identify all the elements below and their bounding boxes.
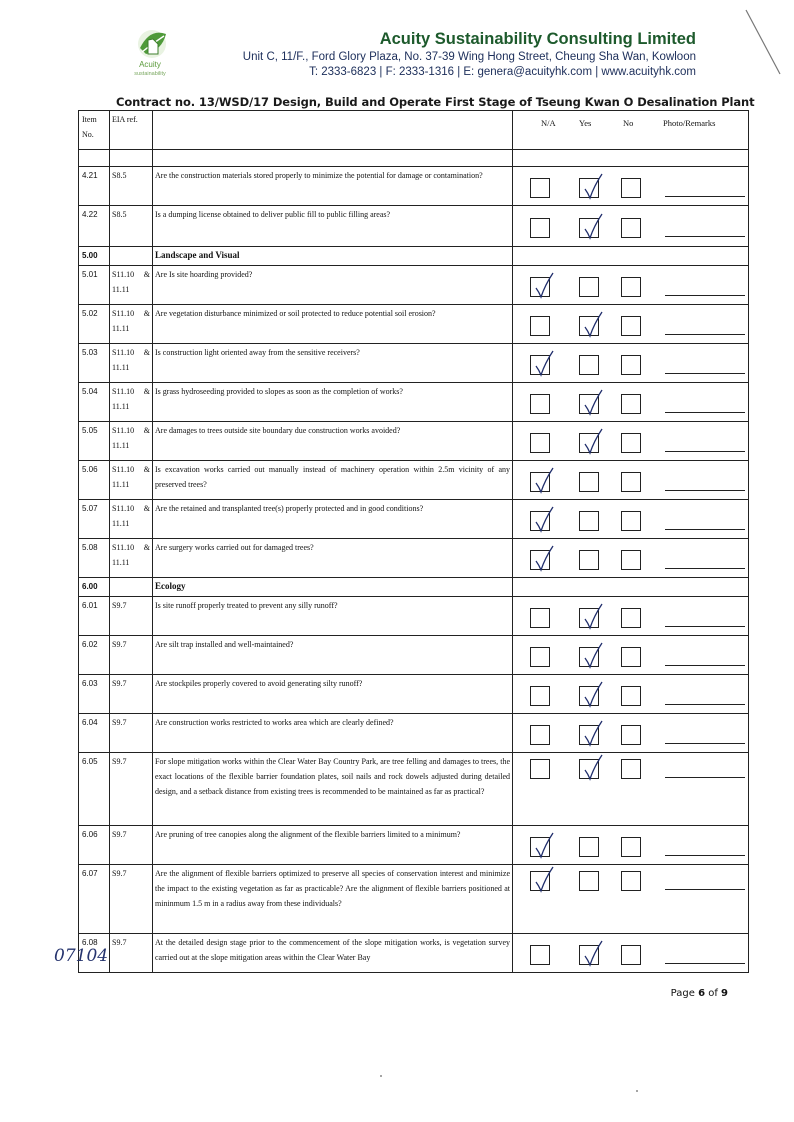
yes-checkbox[interactable]: [579, 355, 599, 375]
answer-cell: [513, 826, 749, 865]
no-checkbox[interactable]: [621, 550, 641, 570]
check-mark-icon: [533, 505, 555, 533]
remarks-line[interactable]: [665, 777, 745, 778]
section-answer-cell: [513, 247, 749, 266]
check-mark-icon: [582, 602, 604, 630]
eia-reference: S9.7: [110, 636, 153, 675]
no-checkbox[interactable]: [621, 472, 641, 492]
checklist-question: Are the construction materials stored properly to minimize the potential for damage or contamination?: [153, 167, 513, 206]
remarks-line[interactable]: [665, 704, 745, 705]
handwritten-number: 07104: [54, 946, 109, 966]
checklist-row: [79, 461, 749, 500]
na-checkbox[interactable]: [530, 686, 550, 706]
section-title: Landscape and Visual: [155, 250, 240, 260]
item-number: 5.04: [79, 383, 110, 422]
checklist-row: [79, 266, 749, 305]
item-number: 6.02: [79, 636, 110, 675]
check-mark-icon: [582, 427, 604, 455]
check-mark-icon: [582, 641, 604, 669]
eia-reference: S11.10 & 11.11: [110, 266, 153, 305]
item-number: 5.02: [79, 305, 110, 344]
checklist-question: Is excavation works carried out manually instead of machinery operation within 2.5m vicinity of any preserved trees?: [153, 461, 513, 500]
no-checkbox[interactable]: [621, 355, 641, 375]
header-answers: [513, 111, 749, 150]
header-yes: Yes: [579, 118, 592, 128]
item-number: 4.21: [79, 167, 110, 206]
check-mark-icon: [533, 271, 555, 299]
eia-reference: S11.10 & 11.11: [110, 422, 153, 461]
no-checkbox[interactable]: [621, 178, 641, 198]
checklist-table: [78, 110, 749, 973]
yes-checkbox[interactable]: [579, 837, 599, 857]
answer-cell: [513, 865, 749, 934]
checklist-row: [79, 422, 749, 461]
yes-checkbox[interactable]: [579, 608, 599, 628]
answer-cell: [513, 934, 749, 973]
answer-cell: [513, 461, 749, 500]
item-number: 5.00: [79, 247, 110, 266]
answer-cell: [513, 597, 749, 636]
item-number: 6.05: [79, 753, 110, 826]
no-checkbox[interactable]: [621, 394, 641, 414]
eia-reference: S9.7: [110, 934, 153, 973]
speck: [380, 1075, 382, 1077]
section-title: Ecology: [155, 581, 186, 591]
item-number: 5.01: [79, 266, 110, 305]
checklist-question: Is a dumping license obtained to deliver public fill to public filling areas?: [153, 206, 513, 247]
no-checkbox[interactable]: [621, 725, 641, 745]
yes-checkbox[interactable]: [579, 686, 599, 706]
eia-reference: S8.5: [110, 206, 153, 247]
na-checkbox[interactable]: [530, 945, 550, 965]
company-name: Acuity Sustainability Consulting Limited: [379, 30, 696, 48]
remarks-line[interactable]: [665, 743, 745, 744]
remarks-line[interactable]: [665, 855, 745, 856]
checklist-row: [79, 167, 749, 206]
eia-reference: S11.10 & 11.11: [110, 539, 153, 578]
remarks-line[interactable]: [665, 295, 745, 296]
item-number: 6.00: [79, 578, 110, 597]
checklist-row: [79, 206, 749, 247]
checklist-question: Are vegetation disturbance minimized or soil protected to reduce potential soil erosion?: [153, 305, 513, 344]
na-checkbox[interactable]: [530, 647, 550, 667]
na-checkbox[interactable]: [530, 608, 550, 628]
eia-reference: S11.10 & 11.11: [110, 500, 153, 539]
eia-reference: S11.10 & 11.11: [110, 383, 153, 422]
remarks-line[interactable]: [665, 963, 745, 964]
checklist-row: [79, 305, 749, 344]
yes-checkbox[interactable]: [579, 511, 599, 531]
yes-checkbox[interactable]: [579, 647, 599, 667]
no-checkbox[interactable]: [621, 511, 641, 531]
remarks-line[interactable]: [665, 196, 745, 197]
check-mark-icon: [582, 212, 604, 240]
item-number: 6.01: [79, 597, 110, 636]
checklist-question: Are stockpiles properly covered to avoid generating silty runoff?: [153, 675, 513, 714]
check-mark-icon: [533, 349, 555, 377]
yes-checkbox[interactable]: [579, 433, 599, 453]
yes-checkbox[interactable]: [579, 945, 599, 965]
answer-cell: [513, 344, 749, 383]
item-number: 5.08: [79, 539, 110, 578]
na-checkbox[interactable]: [530, 550, 550, 570]
na-checkbox[interactable]: [530, 394, 550, 414]
checklist-question: Are construction works restricted to works area which are clearly defined?: [153, 714, 513, 753]
no-checkbox[interactable]: [621, 647, 641, 667]
na-checkbox[interactable]: [530, 277, 550, 297]
check-mark-icon: [582, 680, 604, 708]
yes-checkbox[interactable]: [579, 725, 599, 745]
eia-reference: S8.5: [110, 167, 153, 206]
check-mark-icon: [582, 310, 604, 338]
na-checkbox[interactable]: [530, 433, 550, 453]
check-mark-icon: [582, 172, 604, 200]
checklist-row: [79, 753, 749, 826]
item-number: 6.04: [79, 714, 110, 753]
no-checkbox[interactable]: [621, 871, 641, 891]
eia-reference: S11.10 & 11.11: [110, 461, 153, 500]
answer-cell: [513, 167, 749, 206]
answer-cell: [513, 753, 749, 826]
check-mark-icon: [582, 388, 604, 416]
yes-checkbox[interactable]: [579, 277, 599, 297]
speck: [636, 1090, 638, 1092]
checklist-row: [79, 636, 749, 675]
checklist-question: Are the alignment of flexible barriers optimized to preserve all species of conservation interest and minimize the impact to the existing vegetation as far as practicable? Are the alignment of flexible barriers positioned at mininmum 1.5 m in a radius away from these individuals?: [153, 865, 513, 934]
answer-cell: [513, 383, 749, 422]
checklist-question: At the detailed design stage prior to the commencement of the slope mitigation works, is vegetation survey carried out at the slope mitigation areas within the Clear Water Bay: [153, 934, 513, 973]
handwritten-reference: [52, 940, 112, 968]
yes-checkbox[interactable]: [579, 759, 599, 779]
eia-reference: S9.7: [110, 753, 153, 826]
check-mark-icon: [582, 939, 604, 967]
no-checkbox[interactable]: [621, 316, 641, 336]
remarks-line[interactable]: [665, 490, 745, 491]
checklist-question: Is site runoff properly treated to prevent any silly runoff?: [153, 597, 513, 636]
no-checkbox[interactable]: [621, 759, 641, 779]
checklist-question: Are damages to trees outside site boundary due construction works avoided?: [153, 422, 513, 461]
remarks-line[interactable]: [665, 236, 745, 237]
checklist-question: Are pruning of tree canopies along the alignment of the flexible barriers limited to a minimum?: [153, 826, 513, 865]
checklist-row: [79, 539, 749, 578]
remarks-line[interactable]: [665, 451, 745, 452]
answer-cell: [513, 539, 749, 578]
answer-cell: [513, 500, 749, 539]
company-address: Unit C, 11/F., Ford Glory Plaza, No. 37-39 Wing Hong Street, Cheung Sha Wan, Kowloon: [242, 51, 696, 63]
logo-text: Acuity: [139, 60, 161, 69]
company-contact: T: 2333-6823 | F: 2333-1316 | E: genera@acuityhk.com | www.acuityhk.com: [309, 66, 696, 78]
section-row: [79, 247, 749, 266]
no-checkbox[interactable]: [621, 218, 641, 238]
answer-cell: [513, 422, 749, 461]
answer-cell: [513, 206, 749, 247]
yes-checkbox[interactable]: [579, 218, 599, 238]
no-checkbox[interactable]: [621, 608, 641, 628]
item-number: 6.08: [79, 934, 110, 973]
checklist-row: [79, 826, 749, 865]
item-number: 5.03: [79, 344, 110, 383]
na-checkbox[interactable]: [530, 355, 550, 375]
page-number: Page 6 of 9: [670, 988, 728, 999]
yes-checkbox[interactable]: [579, 316, 599, 336]
table-spacer-row: [79, 150, 749, 167]
check-mark-icon: [533, 831, 555, 859]
check-mark-icon: [533, 466, 555, 494]
remarks-line[interactable]: [665, 529, 745, 530]
checklist-row: [79, 597, 749, 636]
header-na: N/A: [541, 118, 556, 128]
checklist-row: [79, 344, 749, 383]
remarks-line[interactable]: [665, 334, 745, 335]
yes-checkbox[interactable]: [579, 178, 599, 198]
eia-reference: S9.7: [110, 675, 153, 714]
header-remarks: Photo/Remarks: [663, 118, 716, 128]
no-checkbox[interactable]: [621, 686, 641, 706]
na-checkbox[interactable]: [530, 472, 550, 492]
check-mark-icon: [582, 753, 604, 781]
check-mark-icon: [533, 865, 555, 893]
checklist-row: [79, 500, 749, 539]
page-current: 6: [698, 988, 706, 999]
answer-cell: [513, 714, 749, 753]
checklist-question: Are the retained and transplanted tree(s) properly protected and in good conditions?: [153, 500, 513, 539]
eia-reference: S9.7: [110, 865, 153, 934]
checklist-row: [79, 675, 749, 714]
na-checkbox[interactable]: [530, 178, 550, 198]
na-checkbox[interactable]: [530, 871, 550, 891]
no-checkbox[interactable]: [621, 277, 641, 297]
remarks-line[interactable]: [665, 889, 745, 890]
yes-checkbox[interactable]: [579, 871, 599, 891]
check-mark-icon: [533, 544, 555, 572]
item-number: 6.07: [79, 865, 110, 934]
item-number: 6.03: [79, 675, 110, 714]
checklist-question: Are silt trap installed and well-maintained?: [153, 636, 513, 675]
item-number: 6.06: [79, 826, 110, 865]
answer-cell: [513, 266, 749, 305]
yes-checkbox[interactable]: [579, 550, 599, 570]
header-eia-ref: EIA ref.: [110, 111, 153, 150]
section-row: [79, 578, 749, 597]
checklist-question: For slope mitigation works within the Clear Water Bay Country Park, are tree felling and damages to trees, the exact locations of the flexible barrier foundation plates, soil nails and rock dowels adjusted during detailed design, and a setback distance from existing trees is recommended to be maintained as far as practical?: [153, 753, 513, 826]
checklist-question: Are surgery works carried out for damaged trees?: [153, 539, 513, 578]
answer-cell: [513, 305, 749, 344]
remarks-line[interactable]: [665, 626, 745, 627]
logo-subtext: sustainability: [134, 71, 166, 77]
checklist-row: [79, 714, 749, 753]
answer-cell: [513, 675, 749, 714]
item-number: 5.06: [79, 461, 110, 500]
na-checkbox[interactable]: [530, 316, 550, 336]
yes-checkbox[interactable]: [579, 472, 599, 492]
page-total: 9: [721, 988, 728, 999]
na-checkbox[interactable]: [530, 759, 550, 779]
header-no: No: [623, 118, 634, 128]
item-number: 5.07: [79, 500, 110, 539]
remarks-line[interactable]: [665, 373, 745, 374]
remarks-line[interactable]: [665, 665, 745, 666]
header-item-no: Item No.: [79, 111, 110, 150]
no-checkbox[interactable]: [621, 837, 641, 857]
checklist-row: [79, 383, 749, 422]
checklist-row: [79, 865, 749, 934]
check-mark-icon: [582, 719, 604, 747]
section-answer-cell: [513, 578, 749, 597]
checklist-question: Is grass hydroseeding provided to slopes as soon as the completion of works?: [153, 383, 513, 422]
yes-checkbox[interactable]: [579, 394, 599, 414]
contract-title: Contract no. 13/WSD/17 Design, Build and Operate First Stage of Tseung Kwan O Desalination Plant: [116, 95, 755, 109]
checklist-question: Is construction light oriented away from the sensitive receivers?: [153, 344, 513, 383]
checklist-question: Are Is site hoarding provided?: [153, 266, 513, 305]
na-checkbox[interactable]: [530, 511, 550, 531]
checklist-row: [79, 934, 749, 973]
no-checkbox[interactable]: [621, 945, 641, 965]
na-checkbox[interactable]: [530, 725, 550, 745]
eia-reference: S11.10 & 11.11: [110, 305, 153, 344]
answer-cell: [513, 636, 749, 675]
remarks-line[interactable]: [665, 568, 745, 569]
table-header-row: [79, 111, 749, 150]
header-question: [153, 111, 513, 150]
eia-reference: S11.10 & 11.11: [110, 344, 153, 383]
remarks-line[interactable]: [665, 412, 745, 413]
na-checkbox[interactable]: [530, 218, 550, 238]
item-number: 4.22: [79, 206, 110, 247]
eia-reference: S9.7: [110, 714, 153, 753]
no-checkbox[interactable]: [621, 433, 641, 453]
na-checkbox[interactable]: [530, 837, 550, 857]
item-number: 5.05: [79, 422, 110, 461]
pen-stroke-mark: [744, 8, 784, 78]
eia-reference: S9.7: [110, 826, 153, 865]
eia-reference: S9.7: [110, 597, 153, 636]
